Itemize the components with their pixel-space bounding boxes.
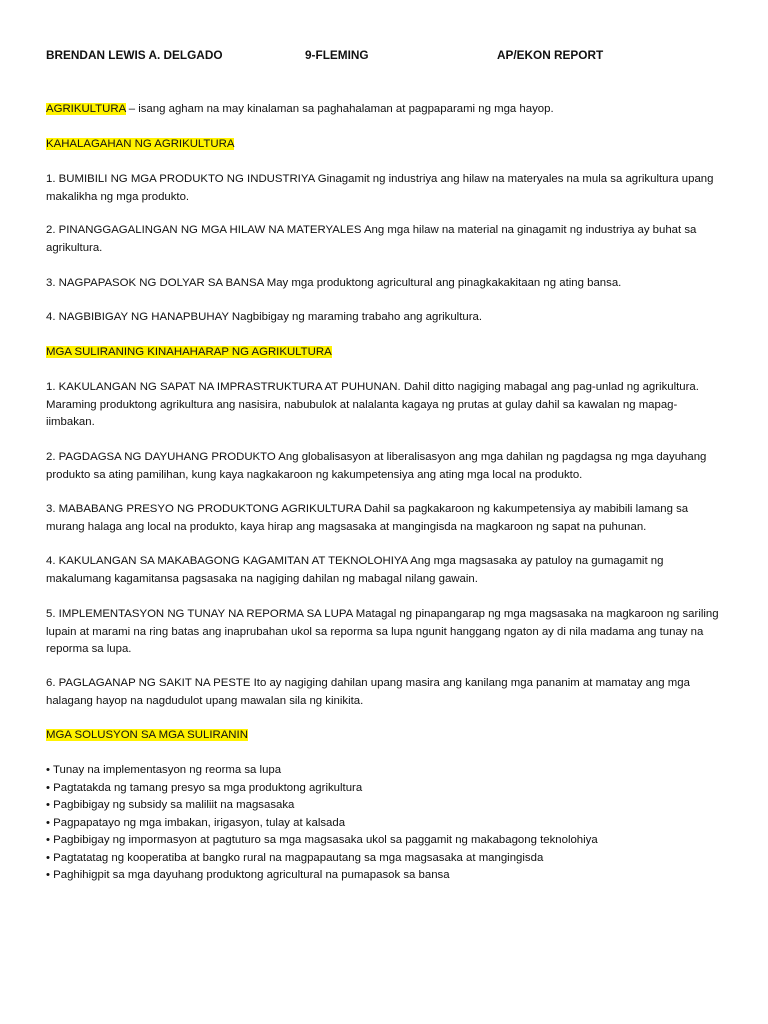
importance-item: 4. NAGBIBIGAY NG HANAPBUHAY Nagbibigay ng maraming trabaho ang agrikultura.: [46, 311, 483, 323]
importance-item: 1. BUMIBILI NG MGA PRODUKTO NG INDUSTRIYA Ginagamit ng industriya ang hilaw na materyales na mula sa agrikultura upang makalikha ng mga produkto.: [46, 173, 714, 203]
student-name: BRENDAN LEWIS A. DELGADO: [46, 48, 223, 62]
importance-heading: KAHALAGAHAN NG AGRIKULTURA: [46, 138, 235, 150]
definition-term: AGRIKULTURA: [46, 103, 126, 115]
solution-item: • Pagpapatayo ng mga imbakan, irigasyon, tulay at kalsada: [46, 816, 346, 829]
problem-item: 6. PAGLAGANAP NG SAKIT NA PESTE Ito ay nagiging dahilan upang masira ang kanilang mga pananim at mamatay ang mga halagang hayop na nagdudulot upang mawalan sila ng kinikita.: [46, 677, 690, 707]
importance-item: 2. PINANGGAGALINGAN NG MGA HILAW NA MATERYALES Ang mga hilaw na material na ginagamit ng industriya ay buhat sa agrikultura.: [46, 224, 697, 254]
solutions-list: [46, 762, 726, 885]
problem-item: 4. KAKULANGAN SA MAKABAGONG KAGAMITAN AT TEKNOLOHIYA Ang mga magsasaka ay patuloy na gumagamit ng makalumang kagamitansa pagsasaka na nagiging dahilan ng mabagal nilang gawain.: [46, 555, 664, 585]
problem-item: 3. MABABANG PRESYO NG PRODUKTONG AGRIKULTURA Dahil sa pagkakaroon ng kakumpetensiya ay mabibili lamang sa murang halaga ang local na produkto, kaya hirap ang magsasaka at mangingisda na magkaroon ng sapat na puhunan.: [46, 503, 689, 533]
importance-item: 3. NAGPAPASOK NG DOLYAR SA BANSA May mga produktong agricultural ang pinagkakakitaan ng ating bansa.: [46, 277, 622, 289]
report-title: AP/EKON REPORT: [497, 48, 604, 62]
solution-item: • Pagbibigay ng subsidy sa maliliit na magsasaka: [46, 799, 295, 811]
problem-item: 5. IMPLEMENTASYON NG TUNAY NA REPORMA SA LUPA Matagal ng pinapangarap ng mga magsasaka na magkaroon ng sariling lupain at marami na ring batas ang inaprubahan ukol sa reporma sa lupa ngunit hanggang ngaton ay di nila madama ang tunay na reporma sa lupa.: [46, 608, 719, 655]
solution-item: • Pagbibigay ng impormasyon at pagtuturo sa mga magsasaka ukol sa paggamit ng makabagong teknolohiya: [46, 834, 598, 846]
problem-item: 2. PAGDAGSA NG DAYUHANG PRODUKTO Ang globalisasyon at liberalisasyon ang mga dahilan ng pagdagsa ng mga dayuhang produkto sa ating pamilihan, kung kaya nagkakaroon ng kakumpetensiya ang ating mga local na produkto.: [46, 451, 707, 481]
solutions-heading: MGA SOLUSYON SA MGA SULIRANIN: [46, 729, 248, 741]
section-label: 9-FLEMING: [305, 48, 369, 62]
solution-item: • Pagtatatag ng kooperatiba at bangko rural na magpapautang sa mga magsasaka at mangingisda: [46, 851, 544, 864]
solution-item: • Paghihigpit sa mga dayuhang produktong agricultural na pumapasok sa bansa: [46, 869, 450, 881]
solution-item: • Tunay na implementasyon ng reorma sa lupa: [46, 764, 282, 776]
definition-paragraph: [46, 101, 726, 119]
solution-item: • Pagtatakda ng tamang presyo sa mga produktong agrikultura: [46, 781, 363, 794]
problems-heading: MGA SULIRANING KINAHAHARAP NG AGRIKULTURA: [46, 346, 332, 358]
definition-text: – isang agham na may kinalaman sa paghahalaman at pagpaparami ng mga hayop.: [125, 103, 554, 115]
problem-item: 1. KAKULANGAN NG SAPAT NA IMPRASTRUKTURA AT PUHUNAN. Dahil ditto nagiging mabagal ang pag-unlad ng agrikultura. Maraming produktong agrikultura ang nasisira, nabubulok at nalalanta kagaya ng prutas at gulay dahil sa kawalan ng mapag-iimbakan.: [46, 381, 699, 428]
